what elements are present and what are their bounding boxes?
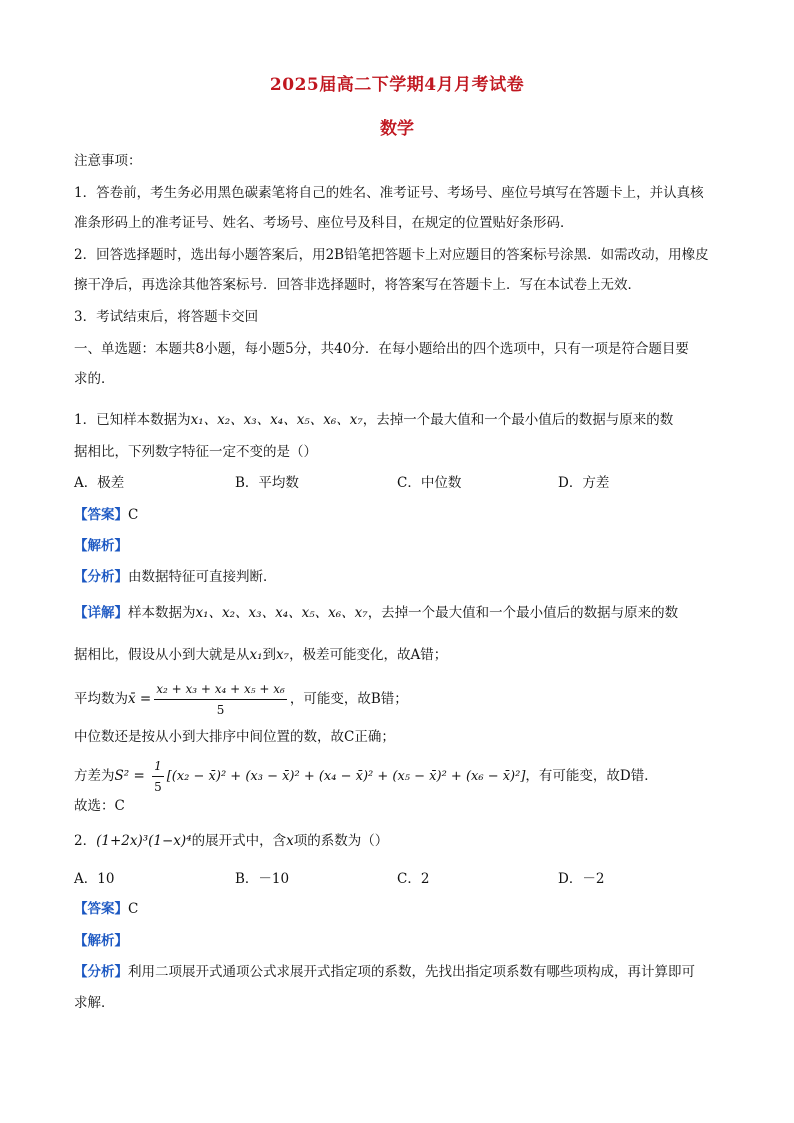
q1-stem-line-2: 据相比，下列数字特征一定不变的是（） [74,444,317,460]
notice-item-3: 3．考试结束后，将答题卡交回 [74,309,259,325]
q1-xiangjie-label: 【详解】 [74,605,128,621]
q2-expression: (1+2x)³(1−x)⁴ [96,833,192,849]
section-1-line-1: 一、单选题：本题共8小题，每小题5分，共40分．在每小题给出的四个选项中，只有一项是符合题目要 [74,341,689,357]
q1-var-body: [(x₂ − x̄)² + (x₃ − x̄)² + (x₄ − x̄)² + (x₅ − x̄)² + (x₆ − x̄)²] [166,769,526,784]
q2-analysis [74,932,128,950]
notice-item-2-line-2: 擦干净后，再选涂其他答案标号．回答非选择题时，将答案写在答题卡上．写在本试卷上无效． [74,277,641,293]
q1-option-c: C．中位数 [397,475,462,491]
q1-xj-suffix: ，去掉一个最大值和一个最小值后的数据与原来的数 [367,605,679,621]
section-1-line-2: 求的． [74,371,115,387]
q2-stem-prefix: 2． [74,833,97,849]
subject-title: 数学 [380,119,414,139]
q1-mean-denominator: 5 [216,703,225,717]
notice-heading: 注意事项： [74,153,142,169]
q2-option-c: C．2 [397,871,430,887]
q1-xiangjie-line-2 [74,646,447,664]
q2-option-b: B．－10 [235,871,290,887]
q2-option-d: D．－2 [558,871,605,887]
q1-answer-value: C [128,507,139,523]
q2-fenxi-text: 利用二项展开式通项公式求展开式指定项的系数，先找出指定项系数有哪些项构成，再计算即可 [128,964,695,980]
q1-variance-line [74,757,658,796]
q2-fenxi-label: 【分析】 [74,964,128,980]
q1-answer-label: 【答案】 [74,507,128,523]
q1-var-fraction [152,757,164,796]
q1-mean-lhs: x̄ = [128,691,152,707]
q1-fenxi [74,568,277,586]
q1-stem-line-1 [74,411,673,429]
notice-item-1-line-2: 准条形码上的准考证号、姓名、考场号、座位号及科目，在规定的位置贴好条形码． [74,215,574,231]
q2-stem-mid: 的展开式中，含 [191,833,287,849]
q2-fenxi-line-1 [74,963,695,981]
q1-xj2-x7: x₇ [276,647,290,663]
notice-item-1-line-1: 1．答卷前，考生务必用黑色碳素笔将自己的姓名、准考证号、考场号、座位号填写在答题卡上，并认真核 [74,185,704,201]
q1-option-a: A．极差 [74,475,125,491]
q1-conclusion: 故选：C [74,798,125,814]
q1-xj2-c: ，极差可能变化，故A错； [289,647,448,663]
q1-xiangjie-line-1 [74,604,678,622]
q1-mean-fraction [154,680,287,719]
q2-option-a: A．10 [74,871,115,887]
q1-median: 中位数还是按从小到大排序中间位置的数，故C正确； [74,729,395,745]
q1-var-lhs: S² = [114,768,150,784]
q1-stem-prefix: 1．已知样本数据为 [74,412,191,428]
q2-fenxi-line-2: 求解． [74,995,115,1011]
q1-fenxi-label: 【分析】 [74,569,128,585]
q1-answer [74,506,138,524]
q1-var-numerator: 1 [152,757,164,777]
q2-answer-value: C [128,901,139,917]
q2-stem-suffix: 项的系数为（） [293,833,389,849]
exam-title: 2025届高二下学期4月月考试卷 [269,75,525,95]
notice-item-2-line-1: 2．回答选择题时，选出每小题答案后，用2B铅笔把答题卡上对应题目的答案标号涂黑．如需改动，用橡皮 [74,247,709,263]
q1-mean-suffix: ，可能变，故B错； [289,691,408,707]
q1-var-prefix: 方差为 [74,768,115,784]
q1-xj2-b: 到 [262,647,277,663]
q1-stem-suffix: ，去掉一个最大值和一个最小值后的数据与原来的数 [362,412,674,428]
q1-analysis [74,537,128,555]
q1-mean-line [74,680,408,719]
q2-answer [74,900,138,918]
q1-mean-numerator: x₂ + x₃ + x₄ + x₅ + x₆ [154,680,287,700]
q2-analysis-label: 【解析】 [74,933,128,949]
q1-xj2-x1: x₁ [249,647,263,663]
q1-var-suffix: ，有可能变，故D错． [525,768,658,784]
q2-variable: x [286,833,294,849]
q2-answer-label: 【答案】 [74,901,128,917]
q1-option-b: B．平均数 [235,475,299,491]
q1-fenxi-text: 由数据特征可直接判断． [128,569,277,585]
q1-xj2-a: 据相比，假设从小到大就是从 [74,647,250,663]
q1-analysis-label: 【解析】 [74,538,128,554]
q2-stem [74,832,388,850]
q1-stem-vars: x₁、x₂、x₃、x₄、x₅、x₆、x₇ [190,412,363,428]
q1-xj-prefix: 样本数据为 [128,605,196,621]
q1-xj-vars: x₁、x₂、x₃、x₄、x₅、x₆、x₇ [195,605,368,621]
q1-var-denominator: 5 [154,780,162,794]
q1-mean-prefix: 平均数为 [74,691,128,707]
q1-option-d: D．方差 [558,475,610,491]
